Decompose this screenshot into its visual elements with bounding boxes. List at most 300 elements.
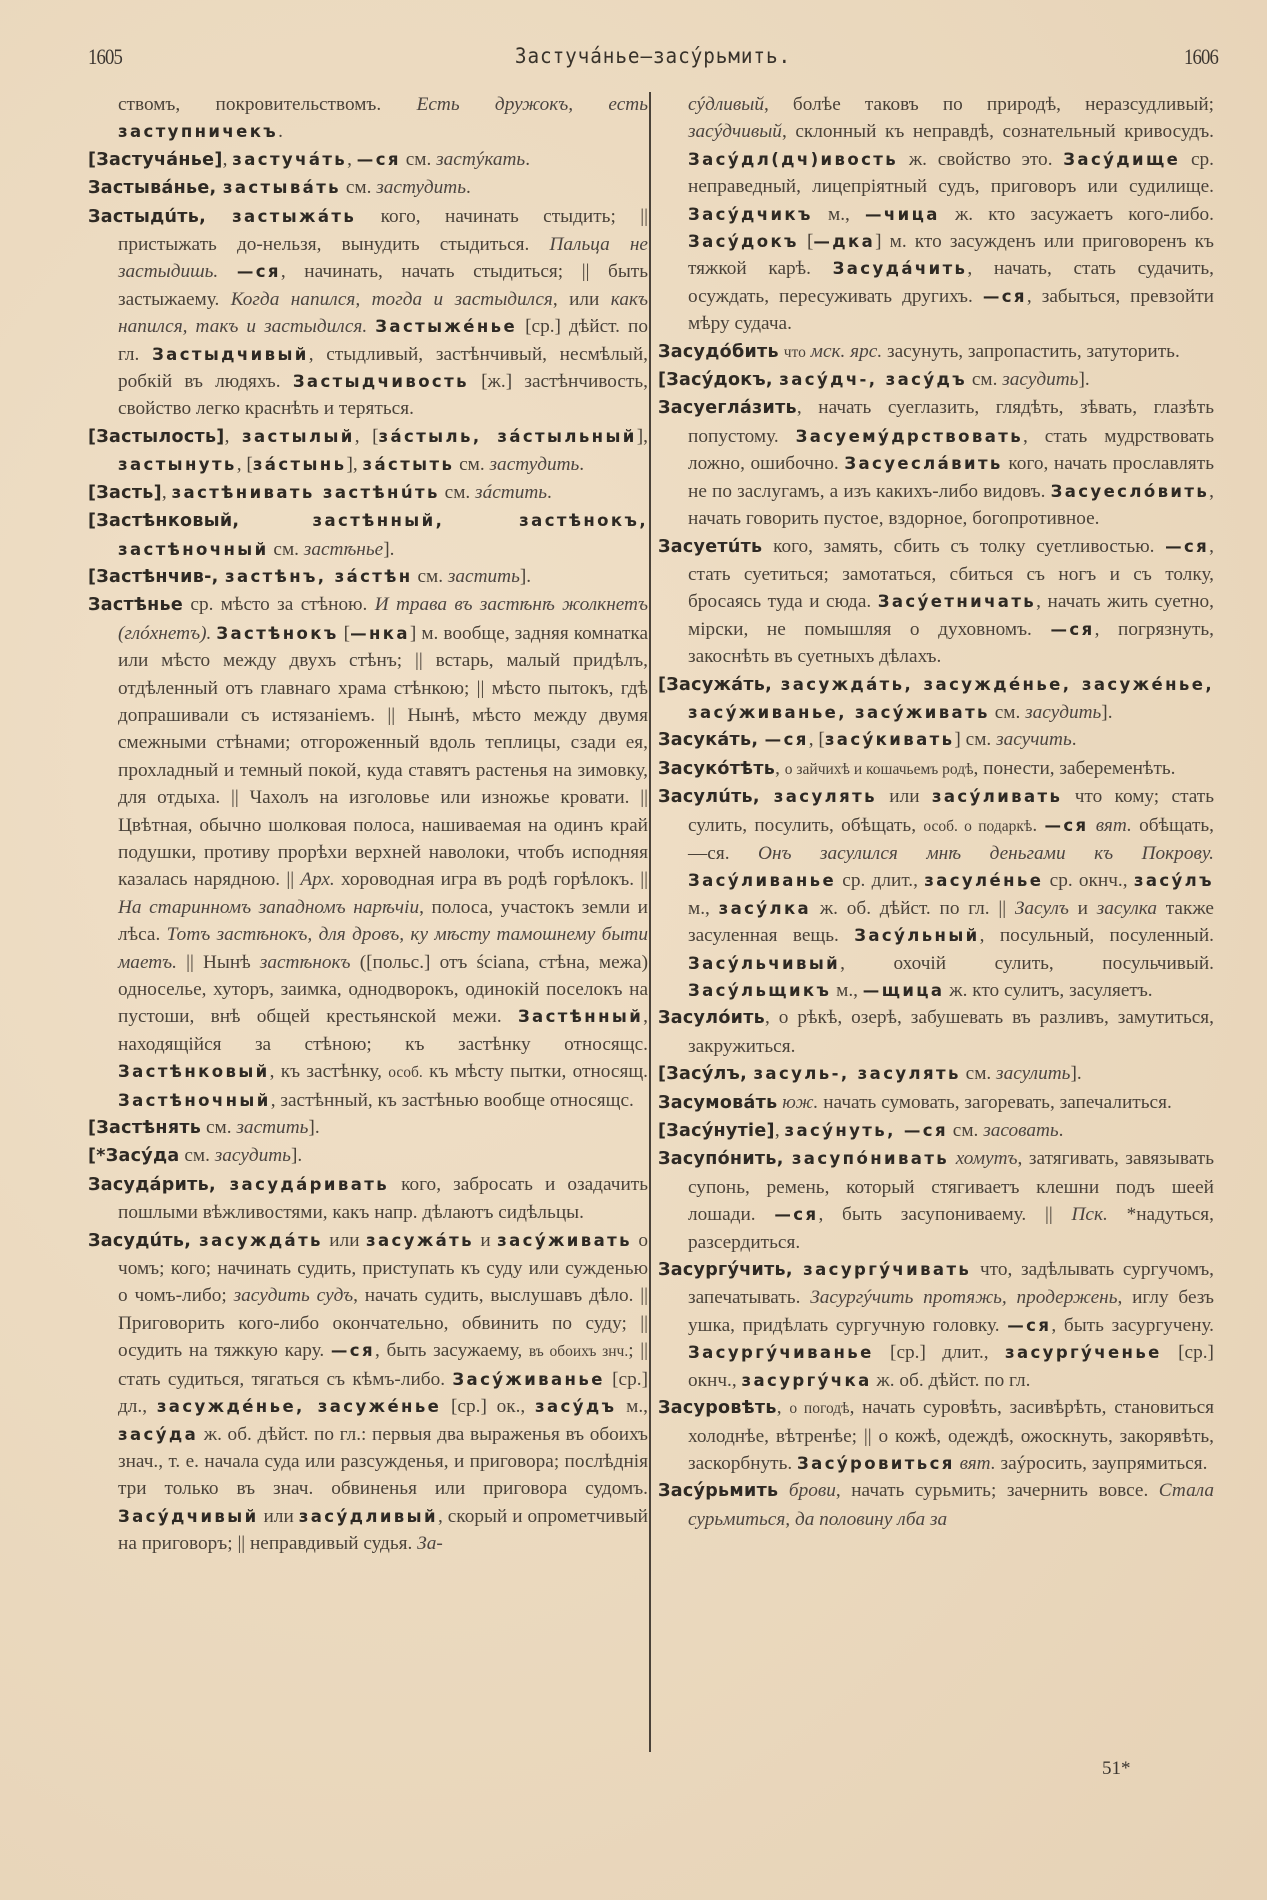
spaced-bold-form: Засургýчиванье: [688, 1343, 874, 1363]
left-column: [88, 91, 648, 1558]
definition-text: , или: [552, 288, 611, 310]
definition-text: ].: [383, 538, 395, 560]
italic-example: засудить судъ: [233, 1285, 354, 1307]
page-number-right: 1606: [1184, 44, 1218, 69]
headword: Засуровѣть: [658, 1398, 777, 1419]
definition-text: , [: [236, 454, 253, 476]
spaced-bold-form: Засýдл(дч)ивость: [688, 149, 899, 169]
dictionary-entry: [88, 507, 648, 563]
definition-text: ,: [161, 481, 172, 503]
definition-text: ж. кто сулитъ, засуляетъ.: [944, 980, 1153, 1001]
definition-text: см.: [454, 454, 490, 476]
spaced-bold-form: засуль-, засулять: [753, 1064, 961, 1084]
spaced-bold-form: застылый: [241, 426, 355, 446]
spaced-bold-form: Засуемýдрствовать: [795, 426, 1024, 446]
dictionary-entry: [88, 1171, 648, 1227]
definition-text: , начать суеглазить, глядѣть, зѣвать, глазѣть попустому.: [688, 397, 1214, 447]
headword: Засуеглáзить: [658, 398, 797, 419]
dictionary-entry: [658, 1004, 1214, 1060]
dictionary-entry: [88, 174, 648, 202]
dictionary-entry: [88, 591, 648, 1114]
spaced-bold-form: —ся: [1044, 815, 1089, 835]
spaced-bold-form: засýдъ: [535, 1397, 617, 1417]
definition-text: , склонный къ неправдѣ, сознательный кривосудъ.: [781, 121, 1214, 143]
definition-text: ж. свойство это.: [898, 148, 1064, 170]
definition-text: см.: [960, 1063, 997, 1085]
italic-example: застить: [236, 1117, 309, 1139]
italic-example: мск. ярс.: [810, 340, 883, 362]
headword: Засумовáть: [658, 1092, 778, 1113]
definition-text: ср. длит.,: [836, 870, 925, 892]
spaced-bold-form: —дка: [813, 232, 876, 252]
spaced-bold-form: зáстынь: [252, 455, 347, 475]
spaced-bold-form: Засудáчить: [832, 259, 968, 279]
spaced-bold-form: засупóнивать: [791, 1149, 950, 1169]
definition-text: ж. кто засужаетъ кого-либо.: [939, 203, 1214, 225]
spaced-bold-form: зáстыль, зáстыльный: [378, 426, 637, 446]
definition-text: [ср.] длит.,: [873, 1342, 1005, 1364]
definition-text: , иглу безъ ушка, придѣлать сургучную головку.: [688, 1287, 1214, 1336]
small-note: въ обоихъ знч.: [528, 1343, 629, 1361]
definition-text: кого, забросать и озадачить пошлыми вѣжливостями, какъ напр. дѣлаютъ сидѣльцы.: [118, 1173, 648, 1224]
definition-text: и: [1068, 897, 1097, 919]
spaced-bold-form: Засýровиться: [797, 1453, 955, 1473]
definition-text: , затягивать, завязывать супонь, ремень, который стягиваетъ клешни подъ шеей лошади.: [688, 1148, 1214, 1226]
dictionary-entry: [658, 755, 1214, 783]
spaced-bold-form: засужáть: [365, 1230, 474, 1250]
definition-text: .: [1071, 729, 1077, 751]
page-number-left: 1605: [88, 44, 122, 69]
italic-example: застудить: [376, 177, 467, 199]
definition-text: см.: [268, 538, 304, 560]
italic-example: Тотъ застѣнокъ, для дровъ, ку мѣсту тамошнему быти маетъ.: [118, 924, 648, 973]
italic-example: застудить: [489, 454, 580, 476]
spaced-bold-form: застѣнивать застѣнúть: [171, 482, 440, 502]
spaced-bold-form: —ся: [764, 730, 809, 750]
spaced-bold-form: Застѣнокъ: [216, 623, 339, 643]
small-note: о погодѣ: [789, 1400, 850, 1418]
definition-text: ].: [290, 1145, 303, 1167]
definition-text: , скорый и опрометчивый на приговоръ; || неправдивый судья.: [118, 1505, 648, 1555]
column-divider: [649, 92, 651, 1752]
definition-text: см.: [412, 565, 448, 587]
definition-text: , начать, стать судачить, осуждать, пересуживать другихъ.: [688, 258, 1214, 307]
definition-text: , забыться, превзойти мѣру судача.: [688, 285, 1214, 335]
definition-text: къ мѣсту пытки, относящ.: [422, 1061, 648, 1083]
definition-text: кого, начинать стыдить; || пристыжать до-нельзя, вынудить стыдиться.: [118, 205, 648, 256]
definition-text: ].: [519, 565, 532, 587]
spaced-bold-form: засудáривать: [229, 1174, 390, 1194]
definition-text: ([польс.] отъ ściana, стѣна, межа) односелье, хуторъ, заимка, однодворокъ, одинокій поселокъ на пустоши, внѣ общей крестьянской межи.: [118, 951, 648, 1028]
spaced-bold-form: —ся: [356, 149, 401, 169]
italic-example: застѣнокъ: [259, 951, 351, 973]
definition-text: [949, 1148, 956, 1169]
italic-example: засовать: [983, 1120, 1059, 1142]
italic-example: Пск.: [1071, 1204, 1108, 1226]
dictionary-entry: [658, 726, 1214, 754]
italic-example: засудить: [1025, 701, 1102, 723]
italic-example: засудить: [1002, 369, 1079, 391]
dictionary-entry: [88, 423, 648, 479]
spaced-bold-form: Засýливанье: [688, 871, 837, 891]
small-note: что: [783, 343, 806, 361]
definition-text: [: [798, 231, 814, 253]
definition-text: ср. неправедный, лицепріятный судъ, приговоръ или судилище.: [688, 148, 1214, 198]
spaced-bold-form: Засýдокъ: [688, 232, 799, 252]
spaced-bold-form: Засýльчивый: [688, 953, 841, 973]
italic-example: засудить: [214, 1145, 291, 1167]
definition-text: ].: [1070, 1063, 1082, 1085]
spaced-bold-form: заступничекъ: [118, 122, 279, 142]
italic-example: зáстить: [475, 481, 548, 503]
definition-text: .: [1032, 814, 1045, 836]
italic-example: Когда напился, тогда и застыдился: [230, 288, 553, 310]
definition-text: заýросить, заупрямиться.: [995, 1452, 1208, 1474]
dictionary-entry: [658, 1117, 1214, 1145]
definition-text: что кому; стать сулить, посулить, обѣщать,: [688, 786, 1215, 836]
definition-text: ,: [224, 425, 242, 447]
italic-example: засулить: [996, 1063, 1071, 1085]
spaced-bold-form: застыжáть: [232, 206, 357, 226]
headword: Засудúть,: [88, 1230, 200, 1251]
spaced-bold-form: —ся: [774, 1205, 819, 1225]
spaced-bold-form: засýлка: [718, 898, 812, 918]
spaced-bold-form: —ся: [1165, 536, 1210, 556]
italic-example: застѣнье: [303, 538, 384, 560]
dictionary-entry: [658, 783, 1214, 1004]
spaced-bold-form: засургýчка: [741, 1370, 872, 1390]
definition-text: ],: [346, 454, 363, 476]
definition-text: см.: [201, 1117, 237, 1139]
definition-text: , [: [808, 729, 825, 751]
definition-text: , начать суровѣть, засивѣрѣть, становиться холоднѣе, вѣтренѣе; || о кожѣ, одеждѣ, ожоскнуть, закорявѣть, заскорбнуть.: [688, 1397, 1215, 1474]
spaced-bold-form: зáстыть: [362, 455, 455, 475]
spaced-bold-form: Засýльщикъ: [688, 981, 832, 1000]
spaced-bold-form: застѣнный, застѣнокъ, застѣночный: [118, 511, 648, 559]
italic-example: Засургýчить протяжь, продержень: [810, 1287, 1118, 1309]
headword: [*Засýда: [88, 1146, 180, 1167]
headword: Засудáрить,: [88, 1174, 230, 1195]
definition-text: или: [258, 1505, 299, 1527]
definition-text: , начать сурьмить; зачернить вовсе.: [835, 1480, 1159, 1502]
definition-text: кого, замять, сбить съ толку суетливостью.: [762, 535, 1166, 557]
spaced-bold-form: Засýживанье: [452, 1369, 605, 1389]
definition-text: , охочій сулить, посульчивый.: [840, 952, 1214, 974]
headword: Засургýчить,: [658, 1260, 804, 1281]
dictionary-entry: [658, 533, 1214, 671]
definition-text: , находящійся за стѣною; къ застѣнку относящс.: [118, 1006, 648, 1055]
spaced-bold-form: Застѣночный: [118, 1090, 271, 1110]
definition-text: ,: [774, 1120, 785, 1142]
spaced-bold-form: засулять: [773, 787, 877, 807]
definition-text: ж. об. дѣйст. по гл. ||: [811, 897, 1015, 919]
definition-text: , стыдливый, застѣнчивый, несмѣлый, робкій въ людяхъ.: [118, 343, 648, 393]
definition-text: [ср.] ок.,: [441, 1396, 535, 1418]
headword: Засукóтѣть: [658, 758, 776, 779]
definition-text: , стать мудрствовать ложно, ошибочно.: [688, 425, 1214, 475]
definition-text: [: [338, 622, 351, 644]
dictionary-entry: [658, 1145, 1214, 1256]
definition-text: [1089, 815, 1096, 836]
spaced-bold-form: —чица: [865, 204, 940, 224]
definition-text: ; || стать судиться, тягаться съ кѣмъ-либо.: [118, 1340, 648, 1390]
definition-text: .: [547, 481, 552, 503]
definition-text: м.,: [688, 897, 719, 919]
spaced-bold-form: —ся: [982, 286, 1027, 306]
dictionary-entry: [88, 146, 648, 174]
italic-example: юж.: [782, 1091, 819, 1113]
spaced-bold-form: Застыдчивость: [292, 372, 469, 392]
spaced-bold-form: засýнуть, —ся: [784, 1121, 948, 1141]
spaced-bold-form: застынуть: [118, 455, 237, 475]
definition-text: ] см.: [954, 729, 997, 751]
dictionary-entry: [658, 1060, 1214, 1088]
definition-text: .: [525, 148, 531, 170]
definition-text: ср. окнч.,: [1043, 870, 1134, 892]
definition-text: , о рѣкѣ, озерѣ, забушевать въ разливъ, замутиться, закружиться.: [688, 1007, 1214, 1057]
definition-text: ,: [775, 757, 785, 779]
dictionary-entry: [88, 203, 648, 423]
dictionary-entry: [88, 479, 648, 507]
definition-text: *надуться, разсердиться.: [688, 1204, 1214, 1253]
definition-text: [ж.] застѣнчивость, свойство легко краснѣть и теряться.: [118, 371, 648, 420]
definition-text: , застѣнный, къ застѣнью вообще относящс.: [270, 1089, 634, 1111]
headword: Застыдúть,: [88, 206, 233, 227]
definition-text: ] м. кто засужденъ или приговоренъ къ тяжкой карѣ.: [688, 231, 1214, 280]
definition-text: , быть засупониваему. ||: [818, 1204, 1072, 1226]
spaced-bold-form: Засýдчикъ: [688, 204, 813, 224]
definition-text: см.: [341, 177, 377, 199]
dictionary-entry: [88, 1114, 648, 1142]
italic-example: Засулъ: [1014, 897, 1069, 919]
definition-text: ] м. вообще, задняя комнатка или мѣсто между двухъ стѣнъ; || встарь, малый придѣлъ, отдѣленный отъ главнаго храма стѣнкою; || мѣсто пытокъ, гдѣ допрашивали съ истязаніемъ. || Нынѣ, мѣсто между двумя смежными стѣнами; отгороженный вдоль теплицы, сзади ея, прохладный и темный покой, куда ставятъ растенья на зимовку, для отдыха. || Чахолъ на изголовье или изножье кровати. || Цвѣтная, обычно шолковая полоса, нашиваемая на одинъ край подушки, противу прорѣхи верхней наволоки, чтобъ исподняя казалась нарядною. ||: [118, 622, 649, 891]
spaced-bold-form: Застыдчивый: [152, 344, 309, 364]
definition-text: см.: [179, 1145, 215, 1167]
italic-example: сýдливый: [688, 94, 764, 115]
definition-text: ].: [1101, 701, 1113, 723]
spaced-bold-form: —ся: [236, 262, 281, 282]
definition-text: ж. об. дѣйст. по гл.: [871, 1369, 1031, 1391]
spaced-bold-form: засýдч-, засýдъ: [779, 370, 968, 390]
definition-text: , начать судить, выслушавъ дѣло. || Приговорить кого-либо окончательно, обвинить по суду; || осудить на тяжкую кару.: [118, 1285, 648, 1362]
definition-text: или: [876, 786, 932, 808]
spaced-bold-form: —ся: [330, 1341, 375, 1361]
dictionary-entry: [658, 1256, 1214, 1394]
page-header: [88, 44, 1218, 80]
headword: [Застѣнчив-,: [88, 566, 225, 587]
spaced-bold-form: —ся: [1007, 1315, 1052, 1335]
italic-example: Онъ засулился мнѣ деньгами къ Покрову.: [758, 842, 1214, 864]
dictionary-entry: [658, 91, 1214, 338]
spaced-bold-form: Застѣнный: [517, 1007, 644, 1027]
definition-text: см.: [989, 701, 1026, 723]
definition-text: ствомъ, покровительствомъ.: [118, 94, 417, 115]
spaced-bold-form: застучáть: [232, 149, 348, 169]
definition-text: ср. мѣсто за стѣною.: [183, 594, 375, 616]
definition-text: , начинать, начать стыдиться; || быть застыжаему.: [118, 261, 648, 310]
definition-text: м.,: [616, 1396, 648, 1418]
definition-text: ,: [347, 148, 357, 170]
definition-text: [ср.] окнч.,: [688, 1342, 1214, 1391]
spaced-bold-form: засуждéнье, засужéнье: [156, 1397, 442, 1417]
headword: [Засýнутіе]: [658, 1121, 775, 1142]
dictionary-entry: [88, 1142, 648, 1170]
definition-text: и: [473, 1229, 498, 1251]
italic-example: За-: [417, 1533, 443, 1555]
definition-text: засунуть, запропастить, затуторить.: [882, 340, 1180, 362]
dictionary-entry: [658, 1477, 1214, 1533]
definition-text: , болѣе таковъ по природѣ, неразсудливый;: [764, 94, 1214, 115]
dictionary-entry: [658, 366, 1214, 394]
headword: Засýрьмить: [658, 1481, 779, 1502]
italic-example: вят.: [1095, 814, 1132, 836]
definition-text: ].: [308, 1117, 320, 1139]
spaced-bold-form: —нка: [350, 623, 410, 643]
definition-text: хороводная игра въ родѣ горѣлокъ. ||: [334, 869, 648, 891]
definition-text: , быть засужаему,: [374, 1340, 529, 1362]
spaced-bold-form: засýлъ: [1133, 871, 1214, 891]
italic-example: засулка: [1096, 897, 1157, 919]
definition-text: , стать суетиться; замотаться, сбиться съ ногъ и съ толку, бросаясь туда и сюда.: [688, 535, 1214, 613]
definition-text: ,: [222, 148, 233, 170]
dictionary-entry: [658, 1089, 1214, 1117]
spaced-bold-form: Засýдчивый: [118, 1506, 259, 1526]
spaced-bold-form: засýживать: [497, 1230, 632, 1250]
definition-text: ,: [776, 1397, 790, 1419]
definition-text: .: [466, 177, 471, 199]
italic-example: брови: [788, 1480, 836, 1502]
definition-text: , быть засургучену.: [1051, 1314, 1214, 1336]
definition-text: .: [579, 454, 585, 476]
definition-text: что, задѣлывать сургучомъ, запечатывать.: [688, 1259, 1215, 1309]
small-note: о зайчихѣ и кошачьемъ родѣ: [784, 760, 974, 778]
definition-text: или: [322, 1229, 366, 1251]
right-column: [658, 91, 1214, 1533]
headword: [Засть]: [88, 482, 162, 503]
definition-text: обѣщать, —ся.: [688, 814, 1215, 864]
italic-example: застýкать: [436, 148, 526, 170]
headword: Застывáнье,: [88, 178, 223, 199]
definition-text: о чомъ; кого; начинать судить, приступать къ суду или сужденью о чомъ-либо;: [118, 1229, 648, 1307]
definition-text: , понести, забеременѣть.: [973, 757, 1176, 779]
printer-signature: 51*: [1102, 1758, 1131, 1779]
italic-example: какъ напился, такъ и застыдился.: [118, 288, 648, 338]
headword: Засулóить: [658, 1008, 766, 1029]
headword: [Застѣнять: [88, 1118, 202, 1139]
headword: Застѣнье: [88, 595, 184, 616]
spaced-bold-form: засуждáть: [199, 1230, 323, 1250]
italic-example: хомутъ: [955, 1148, 1018, 1170]
headword: Засукáть,: [658, 730, 765, 751]
spaced-bold-form: засýкивать: [824, 730, 955, 750]
spaced-bold-form: засургýченье: [1004, 1343, 1162, 1363]
definition-text: начать сумовать, загоревать, запечалиться.: [818, 1091, 1172, 1113]
spaced-bold-form: —ся: [1050, 619, 1095, 639]
headword: [Застучáнье]: [88, 149, 223, 170]
italic-example: засýдчивый: [688, 121, 782, 143]
dictionary-entry: [658, 394, 1214, 532]
definition-text: , полоса, участокъ земли и лѣса.: [118, 896, 648, 946]
headword: Засуетúть: [658, 536, 763, 557]
spaced-bold-form: засургýчивать: [803, 1260, 972, 1280]
headword: [Застѣнковый,: [88, 511, 313, 532]
italic-example: засучить: [996, 729, 1072, 751]
spaced-bold-form: засýдливый: [298, 1506, 438, 1526]
spaced-bold-form: Засуеслáвить: [844, 454, 1003, 474]
headword: [Застылость]: [88, 426, 225, 447]
spaced-bold-form: застѣнъ, зáстѣн: [224, 566, 413, 586]
small-note: особ.: [388, 1064, 423, 1082]
definition-text: ж. об. дѣйст. по гл.: первыя два выраженья въ обоихъ знач., т. е. начала суда или разсужденья, и приговора; послѣднія три только въ знач. обвиненья или приговора судомъ.: [118, 1423, 648, 1500]
definition-text: [ср.] дѣйст. по гл.: [118, 316, 649, 365]
definition-text: [778, 1480, 789, 1501]
definition-text: см.: [967, 369, 1003, 391]
definition-text: [218, 261, 237, 282]
definition-text: || Нынѣ: [177, 951, 260, 973]
definition-text: , къ застѣнку,: [269, 1061, 389, 1083]
definition-text: , погрязнуть, закоснѣть въ суетныхъ дѣлахъ.: [688, 618, 1214, 668]
spaced-bold-form: Застыжéнье: [375, 317, 518, 337]
spaced-bold-form: засулéнье: [924, 871, 1044, 891]
dictionary-entry: [658, 338, 1214, 366]
dictionary-entry: [658, 1394, 1214, 1477]
dictionary-entry: [88, 1227, 648, 1558]
definition-text: .: [278, 121, 283, 143]
headword: [Засужáть,: [658, 674, 781, 695]
dictionary-entry: [88, 91, 648, 146]
definition-text: .: [1058, 1120, 1064, 1142]
dictionary-entry: [88, 563, 648, 591]
headword: [Засýлъ,: [658, 1064, 754, 1085]
italic-example: Пальца не застыдишь.: [118, 234, 648, 283]
definition-text: , начать жить суетно, мірски, не помышляя о духовномъ.: [688, 591, 1214, 640]
definition-text: , посульный, посуленный.: [979, 925, 1214, 947]
definition-text: , начать говорить пустое, вздорное, богопротивное.: [688, 480, 1214, 530]
spaced-bold-form: засýда: [118, 1424, 199, 1444]
spaced-bold-form: Засýльный: [854, 926, 980, 946]
definition-text: кого, начать прославлять не по заслугамъ, а изъ какихъ-либо видовъ.: [688, 453, 1214, 502]
spaced-bold-form: Застѣнковый: [118, 1062, 270, 1082]
definition-text: м.,: [831, 980, 863, 1001]
headword: Засулúть,: [658, 787, 774, 808]
running-title: Застучáнье—засýрьмить.: [514, 44, 792, 68]
definition-text: см.: [400, 148, 437, 170]
spaced-bold-form: —щица: [862, 981, 945, 1000]
dictionary-entry: [658, 671, 1214, 727]
spaced-bold-form: засýливать: [931, 787, 1063, 807]
headword: Засудóбить: [658, 341, 779, 362]
italic-example: вят.: [959, 1452, 996, 1474]
definition-text: также засуленная вещь.: [688, 897, 1214, 947]
italic-example: Стала сурьмиться, да половину лба за: [688, 1480, 1214, 1530]
italic-example: Есть дружокъ, есть: [416, 94, 648, 115]
definition-text: м.,: [812, 203, 866, 225]
italic-example: Арх.: [300, 869, 335, 891]
spaced-bold-form: Засýетничать: [877, 592, 1037, 612]
headword: Засупóнить,: [658, 1149, 792, 1170]
definition-text: [ср.] дл.,: [118, 1368, 648, 1418]
italic-example: На старинномъ западномъ нарѣчіи: [118, 896, 420, 918]
headword: [Засýдокъ,: [658, 370, 780, 391]
definition-text: ],: [636, 425, 648, 447]
definition-text: см.: [947, 1120, 984, 1142]
spaced-bold-form: застывáть: [222, 178, 342, 198]
italic-example: И трава въ застѣнѣ жолкнетъ (глóхнетъ).: [118, 594, 648, 644]
italic-example: застить: [447, 565, 520, 587]
spaced-bold-form: Засуеслóвить: [1050, 481, 1210, 501]
definition-text: см.: [439, 481, 476, 503]
spaced-bold-form: Засýдище: [1063, 149, 1181, 169]
